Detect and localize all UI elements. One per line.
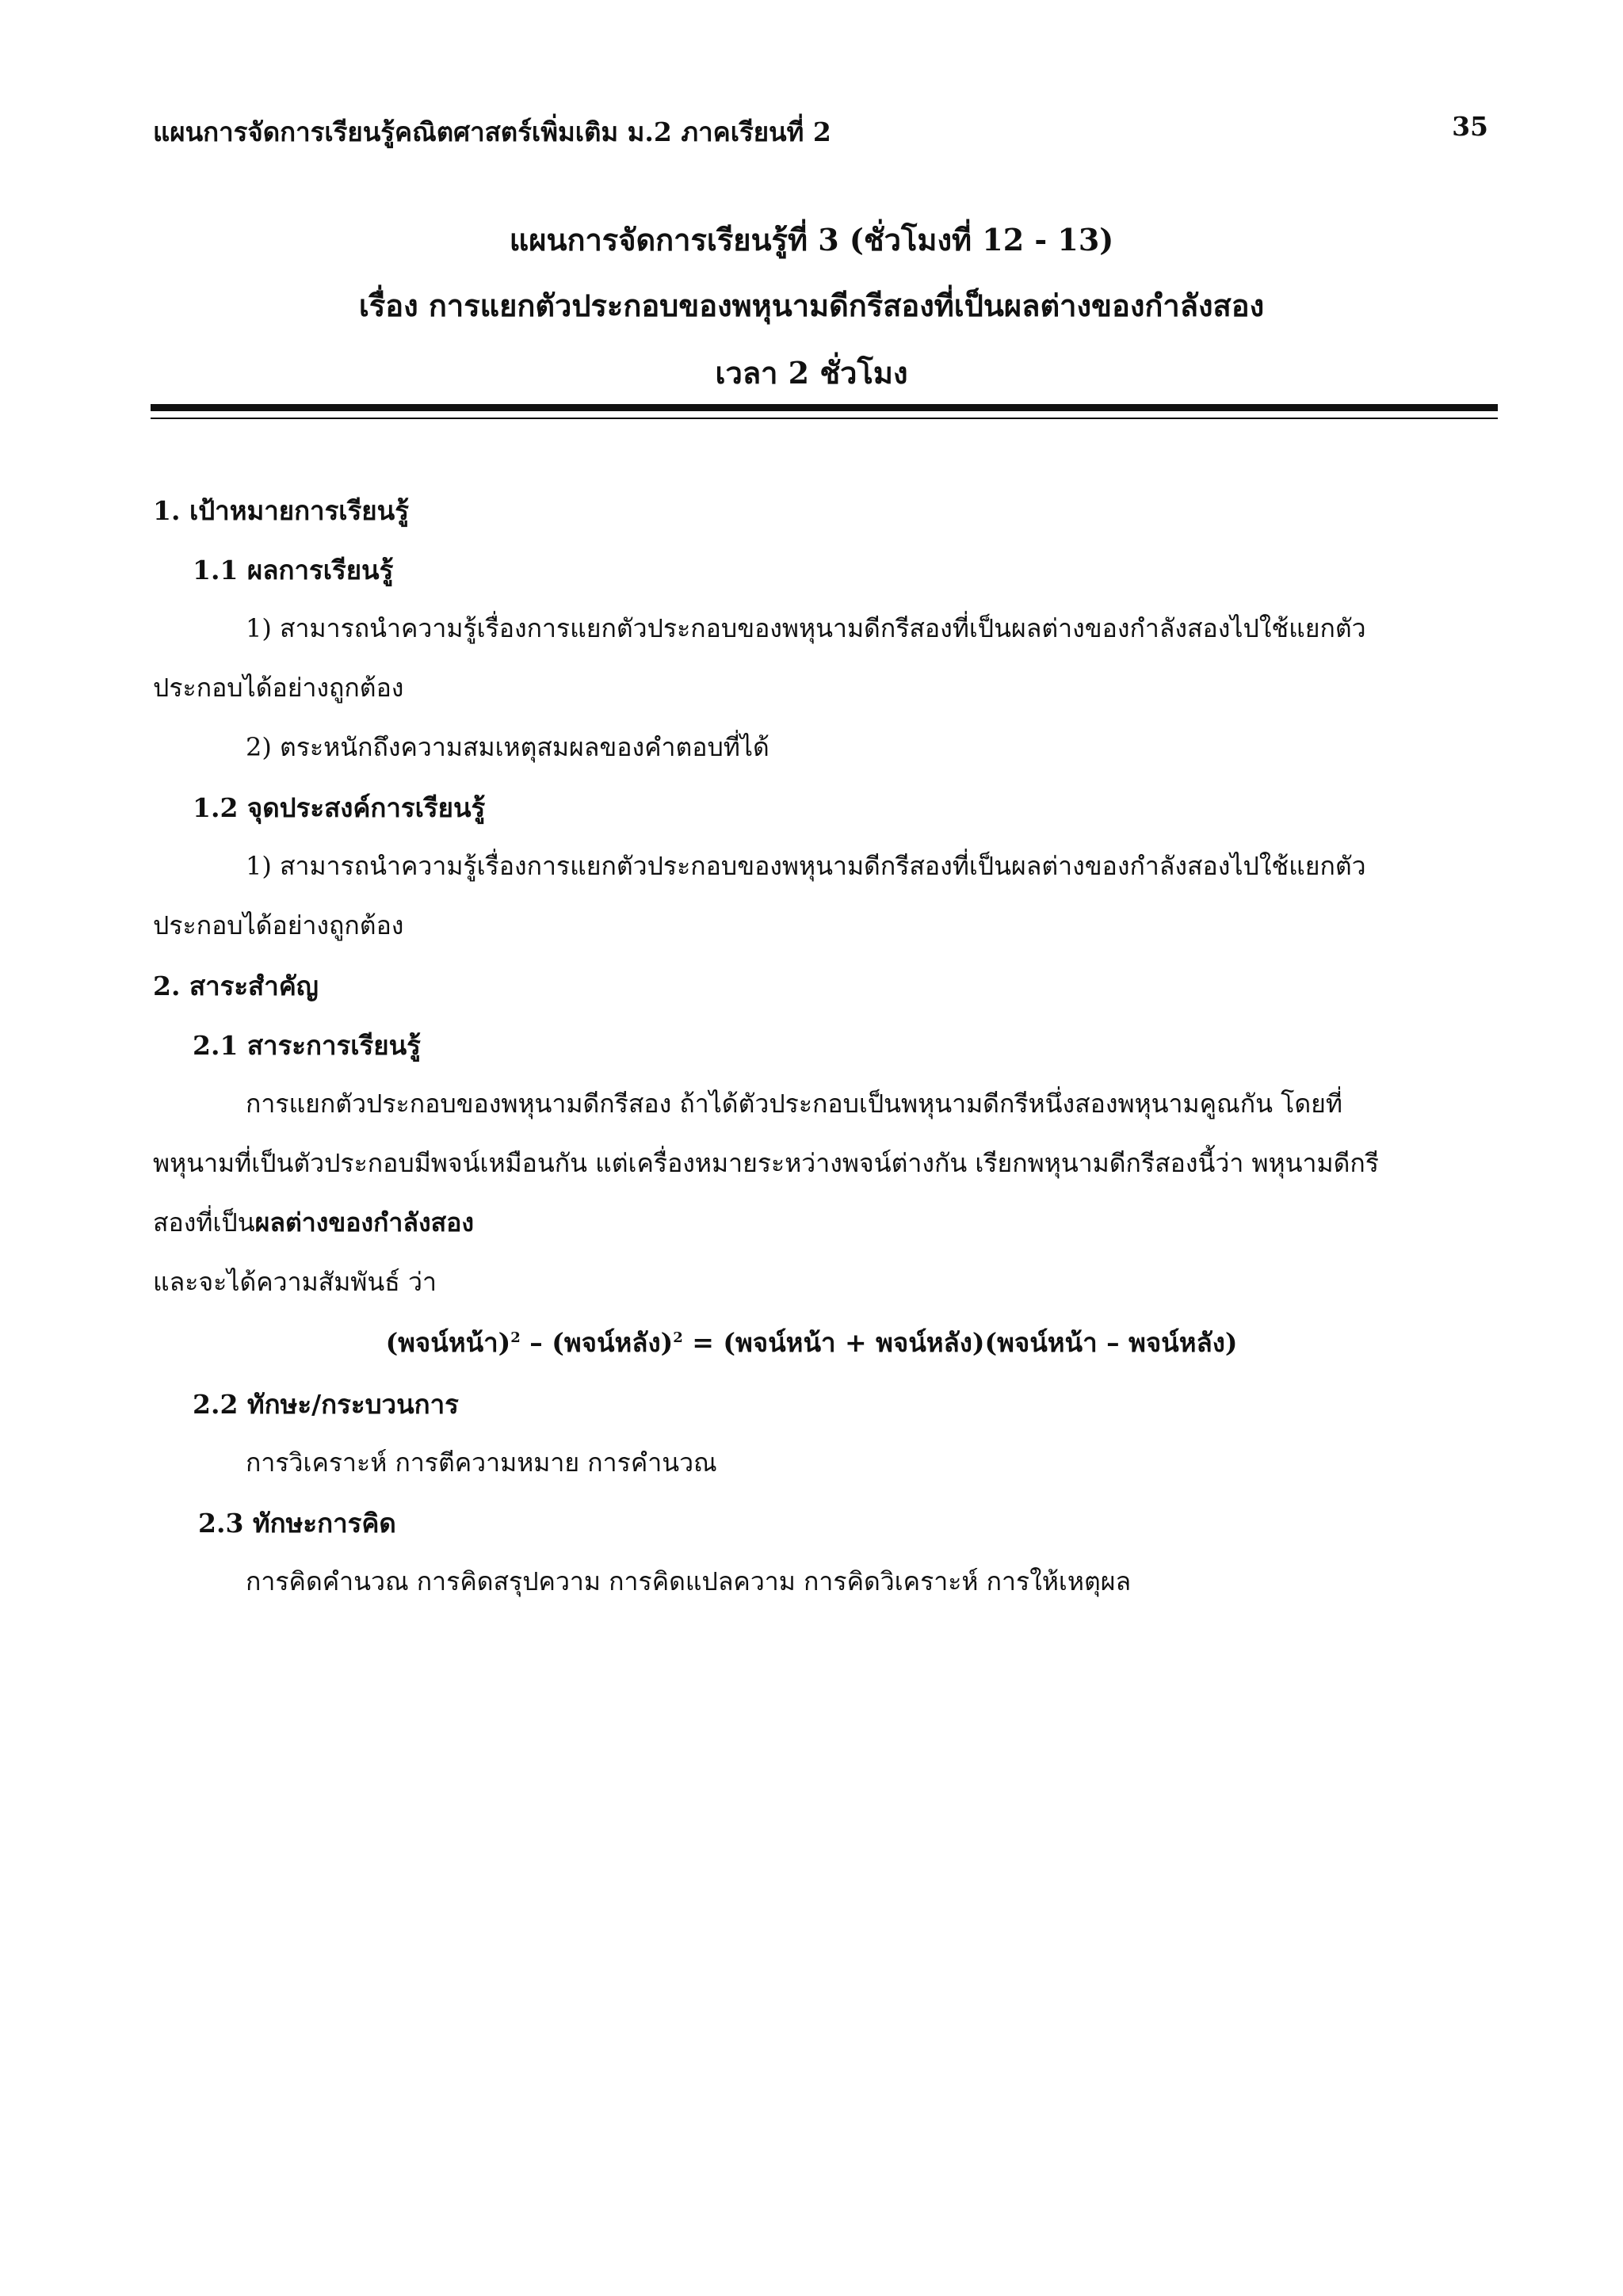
learning-outcome-2: 2) ตระหนักถึงความสมเหตุสมผลของคำตอบที่ได้ [246,732,769,762]
title-rule-thick [151,404,1498,411]
section-1-1-heading: 1.1 ผลการเรียนรู้ [193,555,394,585]
title-rule-thin [151,418,1498,419]
objective-1-line2: ประกอบได้อย่างถูกต้อง [153,910,404,940]
section-2-2-heading: 2.2 ทักษะ/กระบวนการ [193,1389,459,1420]
learning-outcome-1-line1: 1) สามารถนำความรู้เรื่องการแยกตัวประกอบของพหุนามดีกรีสองที่เป็นผลต่างของกำลังสองไปใช้แยกตัว [246,613,1366,643]
lesson-duration: เวลา 2 ชั่วโมง [715,355,908,391]
content-paragraph-line4: และจะได้ความสัมพันธ์ ว่า [153,1267,437,1297]
lesson-plan-title: แผนการจัดการเรียนรู้ที่ 3 (ชั่วโมงที่ 12 - 13) [509,222,1114,257]
objective-1-line1: 1) สามารถนำความรู้เรื่องการแยกตัวประกอบของพหุนามดีกรีสองที่เป็นผลต่างของกำลังสองไปใช้แยกตัว [246,851,1366,881]
section-1-2-heading: 1.2 จุดประสงค์การเรียนรู้ [193,792,486,823]
process-skills-text: การวิเคราะห์ การตีความหมาย การคำนวณ [246,1447,717,1478]
running-header-title: แผนการจัดการเรียนรู้คณิตศาสตร์เพิ่มเติม ม.2 ภาคเรียนที่ 2 [153,116,831,147]
formula-part3: = (พจน์หน้า + พจน์หลัง)(พจน์หน้า – พจน์หลัง) [682,1327,1238,1358]
content-line3-normal: สองที่เป็น [153,1207,255,1238]
section-1-heading: 1. เป้าหมายการเรียนรู้ [153,495,409,526]
content-paragraph-line3 [153,1203,474,1243]
section-2-heading: 2. สาระสำคัญ [153,971,319,1001]
learning-outcome-1-line2: ประกอบได้อย่างถูกต้อง [153,673,404,703]
content-paragraph-line2: พหุนามที่เป็นตัวประกอบมีพจน์เหมือนกัน แต่เครื่องหมายระหว่างพจน์ต่างกัน เรียกพหุนามดีกรีสองนี้ว่า พหุนามดีกรี [153,1148,1379,1178]
thinking-skills-text: การคิดคำนวณ การคิดสรุปความ การคิดแปลความ การคิดวิเคราะห์ การให้เหตุผล [246,1566,1132,1596]
difference-of-squares-formula [0,1322,1623,1363]
section-2-3-heading: 2.3 ทักษะการคิด [198,1508,396,1539]
content-paragraph-line1: การแยกตัวประกอบของพหุนามดีกรีสอง ถ้าได้ตัวประกอบเป็นพหุนามดีกรีหนึ่งสองพหุนามคูณกัน โดยที่ [246,1089,1342,1119]
lesson-topic: เรื่อง การแยกตัวประกอบของพหุนามดีกรีสองที่เป็นผลต่างของกำลังสอง [358,288,1265,323]
section-2-1-heading: 2.1 สาระการเรียนรู้ [193,1030,421,1061]
formula-part2: – (พจน์หลัง) [520,1327,674,1358]
page-number: 35 [1452,111,1488,142]
content-line3-bold: ผลต่างของกำลังสอง [254,1207,474,1238]
formula-exp1: 2 [510,1329,521,1346]
formula-part1: (พจน์หน้า) [385,1327,511,1358]
formula-exp2: 2 [673,1329,683,1346]
